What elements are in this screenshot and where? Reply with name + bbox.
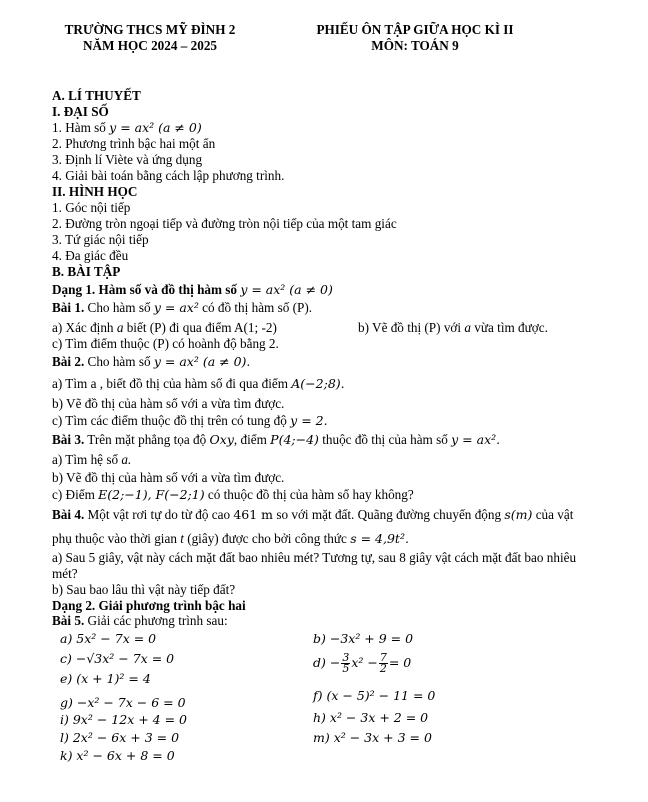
bai2-part-a bbox=[52, 376, 345, 392]
formula: y = ax² bbox=[153, 300, 199, 315]
fraction bbox=[341, 653, 350, 674]
algebra-heading: I. ĐẠI SỐ bbox=[52, 104, 109, 119]
equation-e: e) (x + 1)² = 4 bbox=[60, 671, 151, 686]
text: thuộc đồ thị của hàm số bbox=[318, 432, 452, 447]
denominator: 5 bbox=[342, 662, 350, 675]
equation-c: c) −√3x² − 7x = 0 bbox=[60, 651, 175, 666]
algebra-item-2: 2. Phương trình bậc hai một ẩn bbox=[52, 136, 216, 151]
form1-title bbox=[52, 282, 333, 298]
school-year: NĂM HỌC 2024 – 2025 bbox=[82, 38, 218, 53]
geometry-heading: II. HÌNH HỌC bbox=[52, 184, 138, 199]
text: Cho hàm số bbox=[84, 300, 154, 315]
formula: Oxy bbox=[209, 432, 234, 447]
bai4-line-1 bbox=[52, 507, 573, 523]
text: b) Vẽ đồ thị (P) với bbox=[358, 320, 465, 335]
bai4-part-a-line-1: a) Sau 5 giây, vật này cách mặt đất bao nhiêu mét? Tương tự, sau 8 giây vật cách mặt đất bao nhiêu bbox=[52, 550, 577, 565]
numerator: 7 bbox=[379, 651, 387, 664]
algebra-item-3: 3. Định lí Viète và ứng dụng bbox=[52, 152, 203, 167]
formula: y = ax² (a ≠ 0) bbox=[109, 120, 202, 135]
exercise-label: Bài 1. bbox=[52, 300, 85, 315]
fraction bbox=[379, 653, 388, 674]
equation-l: l) 2x² − 6x + 3 = 0 bbox=[60, 730, 180, 745]
text: = 0 bbox=[388, 655, 412, 670]
bai1-statement bbox=[52, 300, 312, 316]
algebra-item-4: 4. Giải bài toán bằng cách lập phương trình. bbox=[52, 168, 285, 183]
formula: P(4;−4) bbox=[270, 432, 319, 447]
text: có đồ thị hàm số (P). bbox=[198, 300, 313, 315]
text: c) Điểm bbox=[52, 487, 99, 502]
bai3-part-a bbox=[52, 452, 131, 468]
algebra-item-1 bbox=[52, 120, 202, 136]
geometry-item-2: 2. Đường tròn ngoại tiếp và đường tròn nội tiếp của một tam giác bbox=[52, 216, 397, 231]
formula: A(−2;8). bbox=[291, 376, 345, 391]
text: Cho hàm số bbox=[84, 354, 154, 369]
text: x² − bbox=[351, 655, 378, 670]
geometry-item-4: 4. Đa giác đều bbox=[52, 248, 129, 263]
text: a) Xác định bbox=[52, 320, 117, 335]
text: (giây) được cho bởi công thức bbox=[183, 531, 351, 546]
bai3-part-c bbox=[52, 487, 414, 503]
text: so với mặt đất. Quãng đường chuyển động bbox=[273, 507, 505, 522]
exercise-label: Bài 4. bbox=[52, 507, 85, 522]
bai1-part-a bbox=[52, 320, 277, 336]
formula: s(m) bbox=[504, 507, 533, 522]
text: có thuộc đồ thị của hàm số hay không? bbox=[204, 487, 414, 502]
equation-b: b) −3x² + 9 = 0 bbox=[313, 631, 414, 646]
doc-title: PHIẾU ÔN TẬP GIỮA HỌC KÌ II bbox=[316, 22, 514, 37]
form-title-text: Dạng 1. Hàm số và đồ thị hàm số bbox=[52, 282, 241, 297]
bai4-line-2 bbox=[52, 531, 409, 547]
equation-f: f) (x − 5)² − 11 = 0 bbox=[313, 688, 436, 703]
variable: a bbox=[464, 320, 471, 335]
formula: s = 4,9t². bbox=[350, 531, 409, 546]
exercise-label: Bài 5. bbox=[52, 613, 85, 628]
bai4-part-b: b) Sau bao lâu thì vật này tiếp đất? bbox=[52, 582, 236, 597]
exercise-label: Bài 2. bbox=[52, 354, 85, 369]
equation-k: k) x² − 6x + 8 = 0 bbox=[60, 748, 175, 763]
bai5-statement bbox=[52, 613, 228, 629]
text: Trên mặt phẳng tọa độ bbox=[84, 432, 210, 447]
geometry-item-3: 3. Tứ giác nội tiếp bbox=[52, 232, 149, 247]
text: a) Tìm a , biết đồ thị của hàm số đi qua điểm bbox=[52, 376, 292, 391]
equation-h: h) x² − 3x + 2 = 0 bbox=[313, 710, 429, 725]
equation-m: m) x² − 3x + 3 = 0 bbox=[313, 730, 432, 745]
bai1-part-c: c) Tìm điểm thuộc (P) có hoành độ bằng 2. bbox=[52, 336, 279, 351]
text: vừa tìm được. bbox=[470, 320, 548, 335]
geometry-item-1: 1. Góc nội tiếp bbox=[52, 200, 131, 215]
formula: y = 2. bbox=[290, 413, 328, 428]
formula: E(2;−1), F(−2;1) bbox=[98, 487, 205, 502]
item-text: 1. Hàm số bbox=[52, 120, 110, 135]
text: Giải các phương trình sau: bbox=[84, 613, 228, 628]
formula: y = ax² (a ≠ 0) bbox=[240, 282, 333, 297]
formula: 461 m bbox=[233, 507, 274, 522]
bai2-part-c bbox=[52, 413, 328, 429]
formula: y = ax² (a ≠ 0). bbox=[153, 354, 251, 369]
equation-i: i) 9x² − 12x + 4 = 0 bbox=[60, 712, 187, 727]
form2-title: Dạng 2. Giải phương trình bậc hai bbox=[52, 598, 246, 613]
denominator: 2 bbox=[379, 662, 387, 675]
equation-a: a) 5x² − 7x = 0 bbox=[60, 631, 157, 646]
equation-d bbox=[313, 651, 411, 675]
text: của vật bbox=[532, 507, 574, 522]
bai3-part-b: b) Vẽ đồ thị của hàm số với a vừa tìm được. bbox=[52, 470, 285, 485]
numerator: 3 bbox=[342, 651, 350, 664]
text: d) − bbox=[313, 655, 341, 670]
equation-g: g) −x² − 7x − 6 = 0 bbox=[60, 695, 186, 710]
text: a) Tìm hệ số bbox=[52, 452, 122, 467]
exercises-heading: B. BÀI TẬP bbox=[52, 264, 121, 279]
variable: t bbox=[180, 531, 184, 546]
text: biết (P) đi qua điểm A(1; -2) bbox=[123, 320, 277, 335]
exercise-label: Bài 3. bbox=[52, 432, 85, 447]
variable: a bbox=[116, 320, 124, 335]
bai4-part-a-line-2: mét? bbox=[52, 566, 78, 581]
text: c) Tìm các điểm thuộc đồ thị trên có tung độ bbox=[52, 413, 291, 428]
formula: y = ax². bbox=[451, 432, 501, 447]
text: , điểm bbox=[233, 432, 271, 447]
bai2-part-b: b) Vẽ đồ thị của hàm số với a vừa tìm được. bbox=[52, 396, 285, 411]
text: phụ thuộc vào thời gian bbox=[52, 531, 181, 546]
text: Một vật rơi tự do từ độ cao bbox=[84, 507, 234, 522]
variable: a. bbox=[121, 452, 132, 467]
subject: MÔN: TOÁN 9 bbox=[371, 38, 459, 53]
theory-heading: A. LÍ THUYẾT bbox=[52, 88, 141, 103]
bai2-statement bbox=[52, 354, 250, 370]
bai1-part-b bbox=[358, 320, 548, 336]
bai3-statement bbox=[52, 432, 500, 448]
school-name: TRƯỜNG THCS MỸ ĐÌNH 2 bbox=[64, 22, 236, 37]
